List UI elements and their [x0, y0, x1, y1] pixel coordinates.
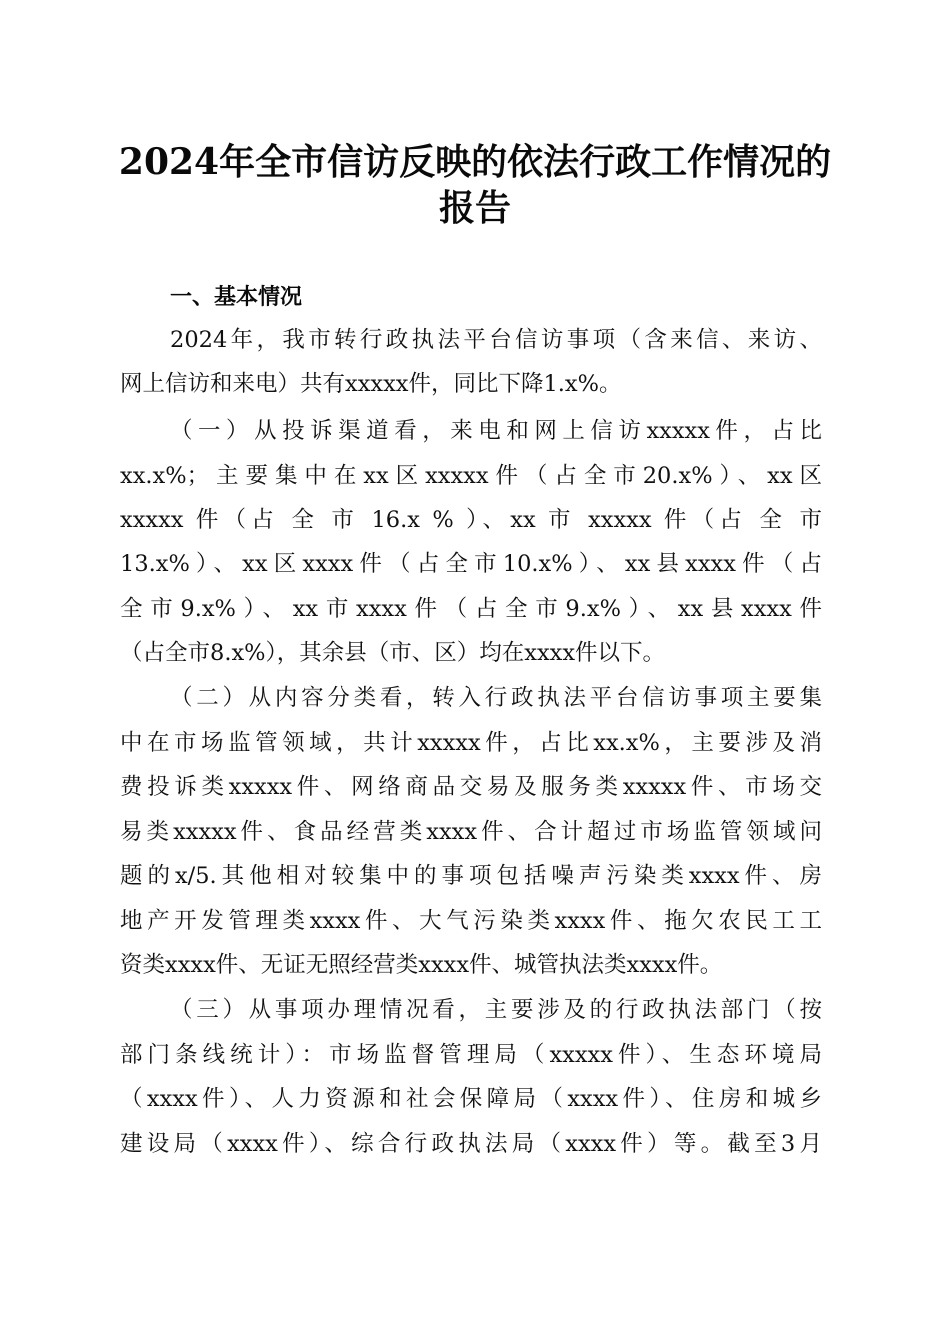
paragraph-line: xx.x%；主要集中在xx区xxxxx件（占全市20.x%）、xx区	[120, 463, 822, 489]
paragraph-line: 网上信访和来电）共有xxxxx件，同比下降1.x%。	[120, 371, 622, 397]
section-heading-basic-situation: 一、基本情况	[170, 285, 303, 310]
paragraph-line: 全市9.x%）、xx市xxxx件（占全市9.x%）、xx县xxxx件	[120, 596, 822, 622]
paragraph-line: 2024年，我市转行政执法平台信访事项（含来信、来访、	[170, 327, 822, 353]
paragraph-line: 资类xxxx件、无证无照经营类xxxx件、城管执法类xxxx件。	[120, 952, 723, 978]
paragraph-line: 易类xxxxx件、食品经营类xxxx件、合计超过市场监管领域问	[120, 819, 822, 845]
paragraph-line: （三）从事项办理情况看，主要涉及的行政执法部门（按	[170, 997, 822, 1023]
paragraph-line: 题的x/5.其他相对较集中的事项包括噪声污染类xxxx件、房	[120, 863, 822, 889]
document-title-line-2: 报告	[438, 187, 511, 229]
paragraph-line: （占全市8.x%），其余县（市、区）均在xxxx件以下。	[120, 640, 666, 666]
paragraph-line: 费投诉类xxxxx件、网络商品交易及服务类xxxxx件、市场交	[120, 774, 822, 800]
paragraph-line: 中在市场监管领域，共计xxxxx件，占比xx.x%，主要涉及消	[120, 730, 822, 756]
paragraph-line: （一）从投诉渠道看，来电和网上信访xxxxx件，占比	[170, 418, 822, 444]
paragraph-line: 建设局（xxxx件）、综合行政执法局（xxxx件）等。截至3月	[120, 1131, 822, 1157]
document-title-line-1: 2024年全市信访反映的依法行政工作情况的	[118, 141, 832, 183]
paragraph-line: 部门条线统计）：市场监督管理局（xxxxx件）、生态环境局	[120, 1042, 822, 1068]
paragraph-line: （xxxx件）、人力资源和社会保障局（xxxx件）、住房和城乡	[120, 1086, 822, 1112]
paragraph-line: 13.x%）、xx区xxxx件（占全市10.x%）、xx县xxxx件（占	[120, 551, 822, 577]
paragraph-line: （二）从内容分类看，转入行政执法平台信访事项主要集	[170, 685, 822, 711]
paragraph-line: 地产开发管理类xxxx件、大气污染类xxxx件、拖欠农民工工	[120, 908, 822, 934]
paragraph-line: xxxxx 件（占 全 市 16.x % ）、xx 市 xxxxx 件（占 全 市	[120, 507, 822, 533]
